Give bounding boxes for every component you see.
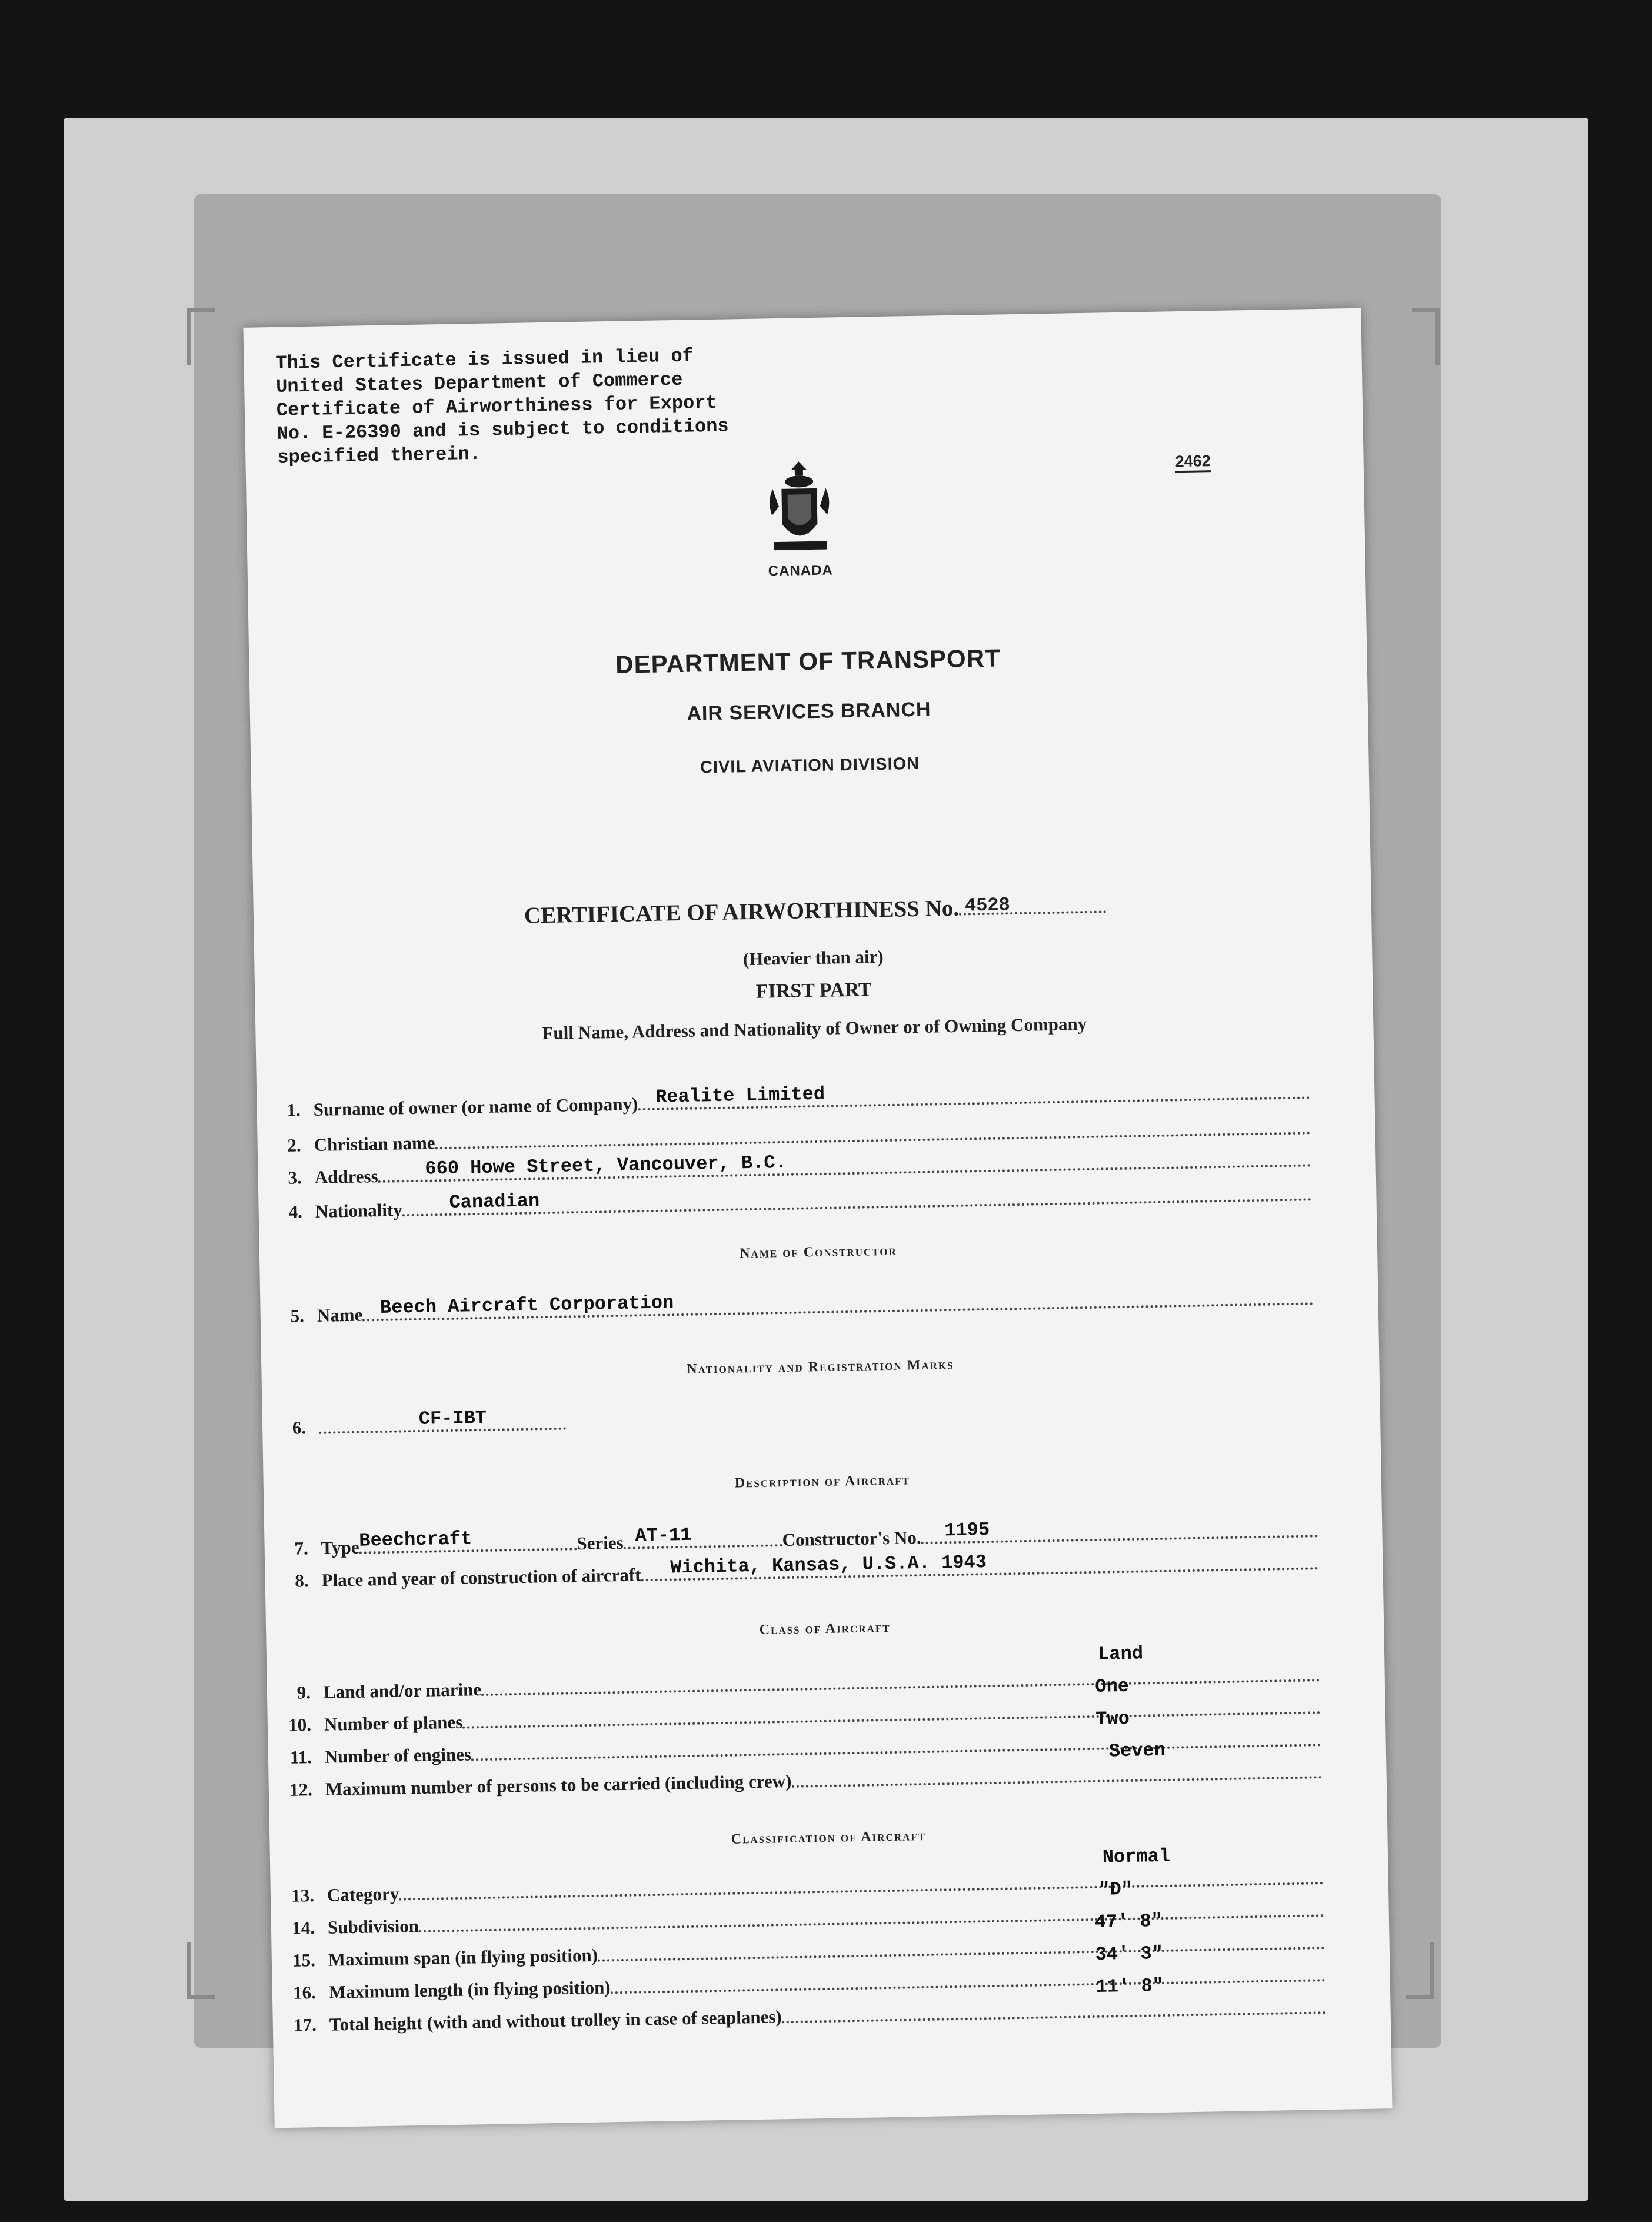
field-label: Christian name: [314, 1132, 435, 1155]
field-line: [598, 1910, 1325, 1962]
field-label: Series: [577, 1532, 624, 1554]
planes-value: One: [1095, 1675, 1130, 1698]
crest-label: CANADA: [768, 562, 834, 580]
heavier-than-air: (Heavier than air): [742, 946, 884, 970]
field-line: [481, 1642, 1320, 1696]
persons-value: Seven: [1108, 1739, 1166, 1762]
field-number: 13.: [291, 1885, 315, 1906]
classification-heading: Classification of Aircraft: [731, 1828, 927, 1847]
owner-heading: Full Name, Address and Nationality of Owner or of Owning Company: [542, 1013, 1087, 1044]
field-number: 3.: [288, 1167, 302, 1188]
certificate-label: CERTIFICATE OF AIRWORTHINESS No.: [524, 895, 960, 929]
field-label: Maximum span (in flying position): [328, 1944, 598, 1970]
corner-mark: [187, 308, 215, 365]
field-label: Category: [327, 1883, 399, 1905]
field-line: [623, 1524, 782, 1549]
field-number: 5.: [290, 1305, 305, 1326]
field-line: [791, 1739, 1322, 1788]
field-line: [359, 1528, 577, 1554]
field-line: [610, 1942, 1325, 1994]
field-line: [921, 1515, 1318, 1544]
length-value: 34' 3": [1095, 1942, 1164, 1965]
description-heading: Description of Aircraft: [734, 1472, 911, 1491]
field-line: [638, 1076, 1310, 1110]
subdivision-value: "D": [1098, 1878, 1133, 1901]
field-label: Surname of owner (or name of Company): [313, 1093, 638, 1120]
field-line: [399, 1845, 1324, 1900]
note-line: Certificate of Airworthiness for Export: [276, 391, 718, 421]
field-label: Name: [317, 1304, 363, 1326]
field-number: 7.: [294, 1538, 308, 1559]
field-label: Maximum number of persons to be carried (including crew): [325, 1770, 792, 1799]
field-line: [362, 1282, 1314, 1321]
field-number: 15.: [292, 1950, 316, 1971]
place-year-value: Wichita, Kansas, U.S.A. 1943: [670, 1551, 987, 1579]
corner-mark: [187, 1942, 215, 1999]
note-line: United States Department of Commerce: [275, 368, 683, 398]
field-number: 11.: [289, 1747, 312, 1768]
field-number: 4.: [288, 1201, 302, 1222]
constructor-value: Beech Aircraft Corporation: [379, 1292, 674, 1319]
nationality-value: Canadian: [449, 1190, 540, 1213]
category-value: Normal: [1102, 1845, 1171, 1868]
division-heading: CIVIL AVIATION DIVISION: [700, 754, 920, 777]
branch-heading: AIR SERVICES BRANCH: [687, 698, 931, 725]
field-number: 2.: [287, 1135, 302, 1156]
constructor-heading: Name of Constructor: [740, 1243, 898, 1262]
field-label: Nationality: [315, 1199, 403, 1222]
certificate-sheet: [243, 308, 1392, 2128]
field-number: 17.: [293, 2014, 317, 2035]
class-heading: Class of Aircraft: [759, 1619, 891, 1638]
field-number: 14.: [291, 1917, 315, 1938]
registration-marks-value: CF-IBT: [418, 1406, 487, 1430]
field-label: Address: [314, 1166, 378, 1187]
note-line: This Certificate is issued in lieu of: [275, 345, 694, 374]
field-line: [435, 1112, 1311, 1149]
corner-mark: [1406, 1942, 1434, 1999]
note-line: No. E-26390 and is subject to conditions: [277, 415, 729, 445]
height-value: 11' 8": [1095, 1974, 1164, 1998]
field-label: Maximum length (in flying position): [328, 1977, 611, 2003]
certificate-number-field: [959, 893, 1107, 915]
field-label: Total height (with and without trolley in case of seaplanes): [329, 2006, 782, 2035]
field-line: [641, 1547, 1318, 1581]
constructor-number-value: 1195: [944, 1518, 990, 1542]
field-line: [781, 1974, 1325, 2023]
engines-value: Two: [1095, 1707, 1130, 1730]
field-label: Type: [321, 1536, 359, 1558]
span-value: 47' 8": [1094, 1910, 1163, 1933]
coat-of-arms: [740, 458, 860, 601]
field-row: [260, 1283, 1313, 1327]
field-number: 1.: [287, 1099, 301, 1120]
marks-heading: Nationality and Registration Marks: [687, 1356, 954, 1377]
owner-surname-value: Realite Limited: [655, 1083, 825, 1108]
certificate-number: 4528: [964, 894, 1011, 917]
series-value: AT-11: [635, 1524, 692, 1547]
field-number: 12.: [289, 1779, 313, 1800]
land-marine-value: Land: [1097, 1642, 1144, 1665]
field-line: [319, 1408, 567, 1434]
field-number: 6.: [292, 1417, 307, 1438]
field-label: Place and year of construction of aircraft: [321, 1564, 641, 1591]
field-label: Subdivision: [327, 1915, 419, 1938]
field-number: 10.: [288, 1714, 312, 1735]
field-number: 16.: [292, 1982, 317, 2003]
field-label: Land and/or marine: [323, 1679, 482, 1702]
address-value: 660 Howe Street, Vancouver, B.C.: [425, 1151, 787, 1180]
first-part-heading: FIRST PART: [755, 979, 872, 1003]
field-row: [262, 1395, 1315, 1439]
corner-mark: [1412, 308, 1440, 365]
note-line: specified therein.: [277, 443, 481, 468]
document-number: 2462: [1175, 452, 1211, 473]
field-label: Constructor's No.: [782, 1527, 921, 1551]
typed-note: [275, 341, 924, 470]
crest-icon: [760, 458, 838, 560]
field-number: 8.: [295, 1570, 309, 1591]
field-label: Number of engines: [324, 1744, 472, 1767]
field-label: Number of planes: [324, 1711, 463, 1735]
certificate-title: [524, 892, 1107, 929]
type-value: Beechcraft: [359, 1528, 472, 1552]
department-heading: DEPARTMENT OF TRANSPORT: [615, 644, 1001, 678]
field-number: 9.: [297, 1682, 311, 1703]
